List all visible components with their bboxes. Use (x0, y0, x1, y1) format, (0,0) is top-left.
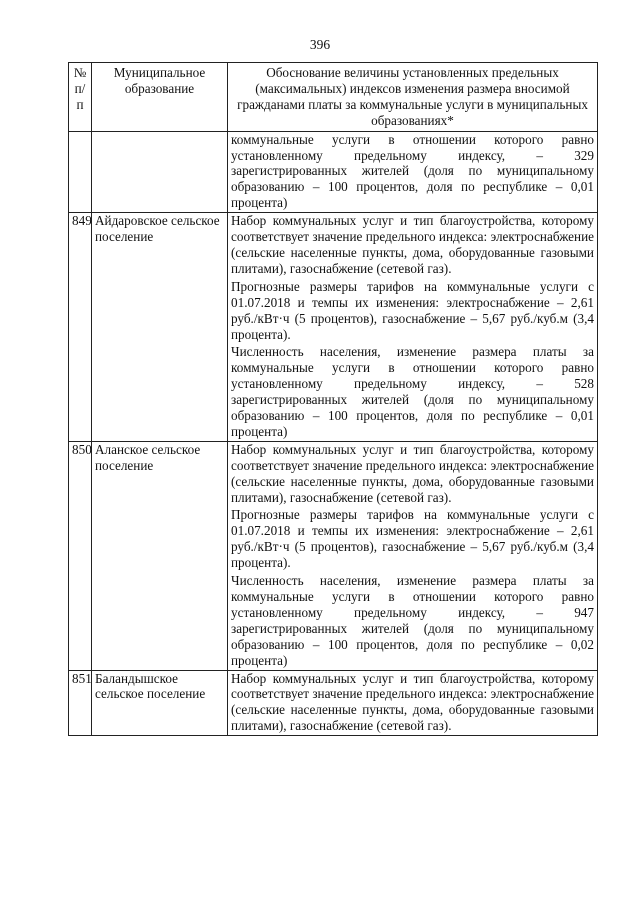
table-row (69, 441, 598, 670)
row-municipality: Аланское сельское поселение (92, 441, 228, 670)
justification-paragraph: Численность населения, изменение размера платы за коммунальные услуги в отношении которого равно установленному предельному индексу, – 528 зарегистрированных жителей (доля по муниципальному образованию – 100 процентов, доля по республике – 0,01 процента) (231, 344, 594, 439)
table-row (69, 670, 598, 736)
page-number: 396 (309, 37, 331, 52)
table-row (69, 213, 598, 442)
row-justification (228, 670, 598, 736)
justification-paragraph: Набор коммунальных услуг и тип благоустройства, которому соответствует значение предельного индекса: электроснабжение (сельские населенные пункты, дома, оборудованные газовыми плитами), газоснабжение (сетевой газ). (231, 670, 594, 734)
row-municipality: Баландышское сельское поселение (92, 670, 228, 736)
row-number (69, 131, 92, 213)
row-number: 851 (69, 670, 92, 736)
justification-paragraph: Набор коммунальных услуг и тип благоустройства, которому соответствует значение предельного индекса: электроснабжение (сельские населенные пункты, дома, оборудованные газовыми плитами), газоснабжение (сетевой газ). (231, 441, 594, 505)
tariff-table (68, 62, 598, 736)
table-row (69, 131, 598, 213)
justification-paragraph: Прогнозные размеры тарифов на коммунальные услуги с 01.07.2018 и темпы их изменения: электроснабжение – 2,61 руб./кВт·ч (5 процентов), газоснабжение – 5,67 руб./куб.м (3,4 процента). (231, 278, 594, 342)
table-header-row (69, 63, 598, 132)
row-number: 849 (69, 213, 92, 442)
justification-paragraph: Набор коммунальных услуг и тип благоустройства, которому соответствует значение предельного индекса: электроснабжение (сельские населенные пункты, дома, оборудованные газовыми плитами), газоснабжение (сетевой газ). (231, 213, 594, 276)
row-justification (228, 213, 598, 442)
justification-paragraph: коммунальные услуги в отношении которого равно установленному предельному индексу, – 329 зарегистрированных жителей (доля по муниципальному образованию – 100 процентов, доля по республике – 0,01 процента) (231, 131, 594, 211)
header-num: № п/п (69, 63, 92, 132)
row-justification (228, 131, 598, 213)
header-justification: Обоснование величины установленных предельных (максимальных) индексов изменения размера вносимой гражданами платы за коммунальные услуги в муниципальных образованиях* (228, 63, 598, 132)
header-municipality: Муниципальное образование (92, 63, 228, 132)
row-municipality: Айдаровское сельское поселение (92, 213, 228, 442)
row-municipality (92, 131, 228, 213)
row-justification (228, 441, 598, 670)
table-body (69, 131, 598, 736)
justification-paragraph: Прогнозные размеры тарифов на коммунальные услуги с 01.07.2018 и темпы их изменения: электроснабжение – 2,61 руб./кВт·ч (5 процентов), газоснабжение – 5,67 руб./куб.м (3,4 процента). (231, 507, 594, 571)
row-number: 850 (69, 441, 92, 670)
justification-paragraph: Численность населения, изменение размера платы за коммунальные услуги в отношении которого равно установленному предельному индексу, – 947 зарегистрированных жителей (доля по муниципальному образованию – 100 процентов, доля по республике – 0,02 процента) (231, 573, 594, 668)
